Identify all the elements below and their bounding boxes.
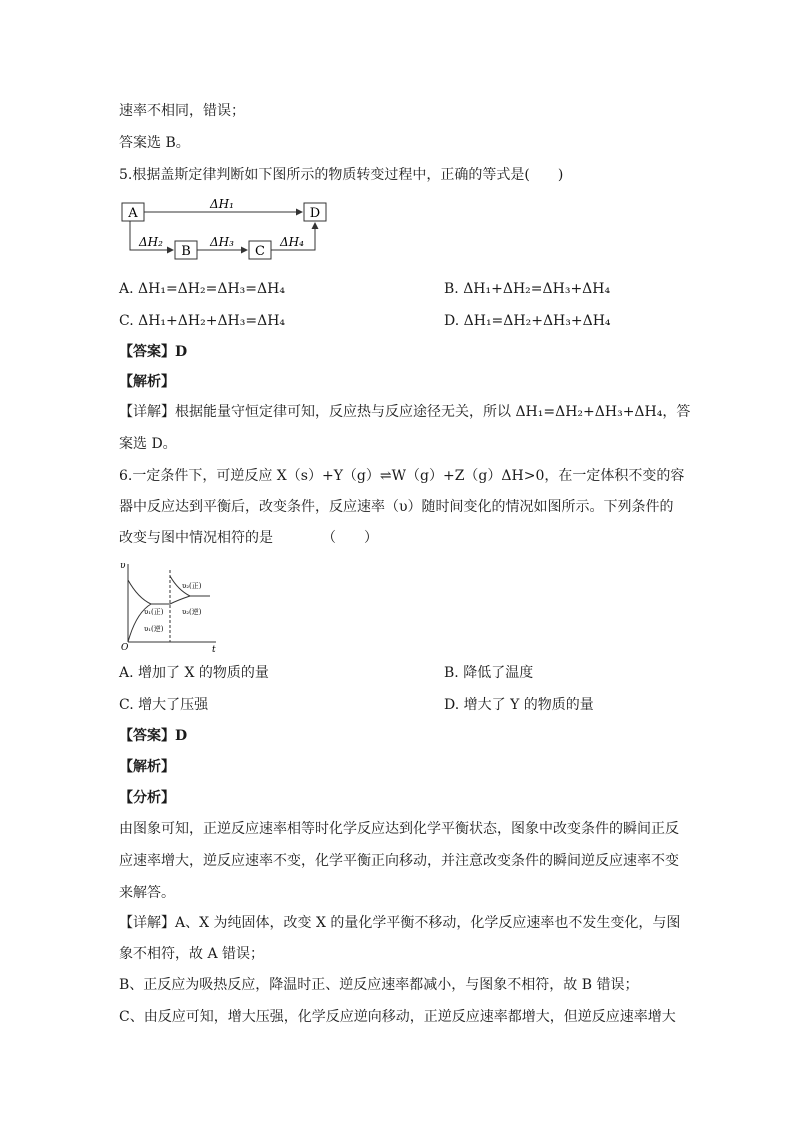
option-6c: C. 增大了压强	[119, 697, 209, 713]
rate-time-graph	[116, 558, 224, 654]
option-6a: A. 增加了 X 的物质的量	[119, 665, 269, 681]
analysis-label: 【解析】	[119, 374, 175, 390]
analysis-label: 【解析】	[119, 759, 175, 775]
option-5c: C. ΔH₁+ΔH₂+ΔH₃=ΔH₄	[119, 313, 286, 329]
option-6b: B. 降低了温度	[444, 665, 534, 681]
y-axis-label: υ	[120, 561, 126, 571]
v2-reverse-curve	[170, 596, 190, 604]
text-line: 答案选 B。	[119, 135, 190, 151]
question-6-stem: 6.一定条件下，可逆反应 X（s）+Y（g）⇌W（g）+Z（g）ΔH>0，在一定体积不变的容	[119, 468, 685, 484]
v1-forward-label: υ₁(正)	[144, 608, 164, 616]
option-6d: D. 增大了 Y 的物质的量	[444, 697, 594, 713]
breakdown-label: 【分析】	[119, 790, 175, 806]
dh4-label: ΔH₄	[280, 235, 304, 249]
v1-forward-curve	[128, 580, 170, 604]
answer-label: 【答案】D	[119, 728, 188, 744]
detail-text: 【详解】A、X 为纯固体，改变 X 的量化学平衡不移动，化学反应速率也不发生变化，与图	[119, 915, 681, 931]
hess-law-diagram	[118, 196, 338, 268]
detail-text: B、正反应为吸热反应，降温时正、逆反应速率都减小，与图象不相符，故 B 错误；	[119, 977, 639, 993]
analysis-text: 由图象可知，正逆反应速率相等时化学反应达到化学平衡状态，图象中改变条件的瞬间正反	[119, 821, 679, 837]
question-6-stem: 改变与图中情况相符的是 （ ）	[119, 530, 378, 546]
v1-reverse-label: υ₁(逆)	[144, 625, 164, 633]
question-5-stem: 5.根据盖斯定律判断如下图所示的物质转变过程中，正确的等式是( )	[119, 167, 564, 183]
dh3-label: ΔH₃	[210, 235, 234, 249]
node-c-label: C	[255, 244, 265, 259]
node-d-label: D	[309, 206, 321, 221]
v2-reverse-label: υ₂(逆)	[182, 608, 202, 616]
analysis-text: 来解答。	[119, 885, 175, 901]
dh1-label: ΔH₁	[210, 197, 234, 211]
analysis-text: 应速率增大，逆反应速率不变，化学平衡正向移动，并注意改变条件的瞬间逆反应速率不变	[119, 853, 679, 869]
node-b-label: B	[181, 244, 191, 259]
detail-text: 象不相符，故 A 错误；	[119, 946, 265, 962]
question-6-stem: 器中反应达到平衡后，改变条件，反应速率（υ）随时间变化的情况如图所示。下列条件的	[119, 499, 674, 515]
v2-forward-label: υ₂(正)	[182, 582, 202, 590]
node-a-label: A	[128, 206, 138, 221]
detail-text: 【详解】根据能量守恒定律可知，反应热与反应途径无关，所以 ΔH₁=ΔH₂+ΔH₃+ΔH₄，答	[119, 404, 691, 420]
detail-text: 案选 D。	[119, 436, 177, 452]
option-5d: D. ΔH₁=ΔH₂+ΔH₃+ΔH₄	[444, 313, 611, 329]
text-line: 速率不相同，错误；	[119, 103, 245, 119]
x-axis-label: t	[212, 645, 216, 654]
option-5a: A. ΔH₁=ΔH₂=ΔH₃=ΔH₄	[119, 281, 285, 297]
dh2-label: ΔH₂	[139, 235, 163, 249]
detail-text: C、由反应可知，增大压强，化学反应逆向移动，正逆反应速率都增大，但逆反应速率增大	[119, 1009, 676, 1025]
answer-label: 【答案】D	[119, 344, 188, 360]
option-5b: B. ΔH₁+ΔH₂=ΔH₃+ΔH₄	[444, 281, 611, 297]
origin-label: O	[121, 643, 129, 653]
